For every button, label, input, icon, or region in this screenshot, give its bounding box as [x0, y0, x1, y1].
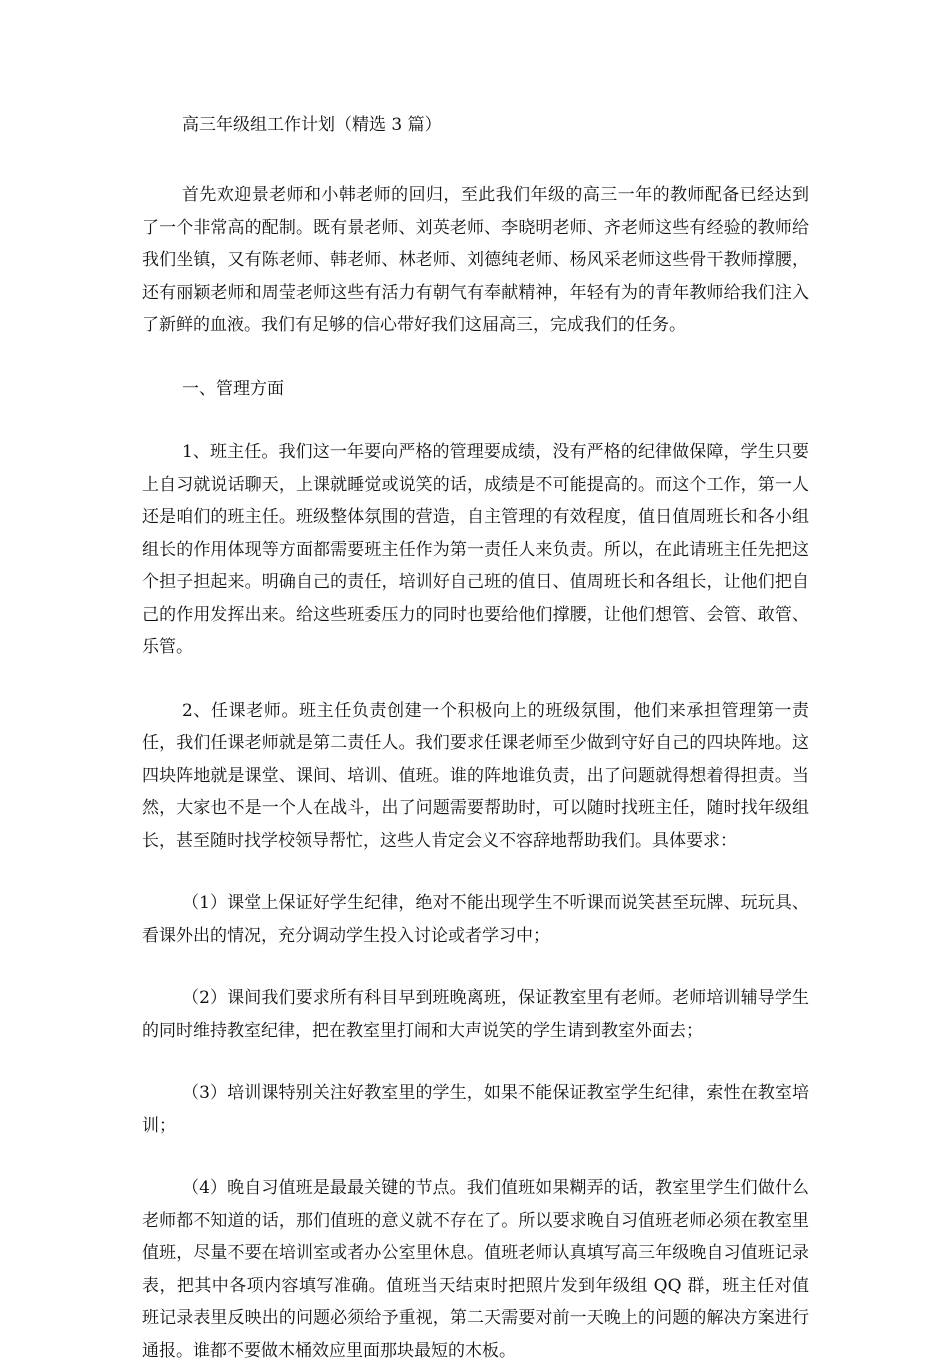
item-subject-teacher: 2、任课老师。班主任负责创建一个积极向上的班级氛围，他们来承担管理第一责任，我们任课老师就是第二责任人。我们要求任课老师至少做到守好自己的四块阵地。这四块阵地就是课堂、课间、培训、值班。谁的阵地谁负责，出了问题就得想着得担责。当然，大家也不是一个人在战斗，出了问题需要帮助时，可以随时找班主任，随时找年级组长，甚至随时找学校领导帮忙，这些人肯定会义不容辞地帮助我们。具体要求：: [142, 700, 809, 851]
spacer: [142, 1142, 809, 1172]
section-heading: 一、管理方面: [182, 378, 284, 399]
requirement-evening-duty: （4）晚自习值班是最最关键的节点。我们值班如果糊弄的话，教室里学生们做什么老师都不知道的话，那们值班的意义就不存在了。所以要求晚自习值班老师必须在教室里值班，尽量不要在培训室或者办公室里休息。值班老师认真填写高三年级晚自习值班记录表，把其中各项内容填写准确。值班当天结束时把照片发到年级组 QQ 群，班主任对值班记录表里反映出的问题必须给予重视，第二天需要对前一天晚上的问题的解决方案进行通报。谁都不要做木桶效应里面那块最短的木板。: [142, 1178, 809, 1361]
document-title: 高三年级组工作计划（精选 3 篇）: [182, 115, 442, 135]
requirement-break: （2）课间我们要求所有科目早到班晚离班，保证教室里有老师。老师培训辅导学生的同时维持教室纪律，把在教室里打闹和大声说笑的学生请到教室外面去；: [142, 988, 809, 1041]
item-homeroom-teacher: 1、班主任。我们这一年要向严格的管理要成绩，没有严格的纪律做保障，学生只要上自习就说话聊天，上课就睡觉或说笑的话，成绩是不可能提高的。而这个工作，第一人还是咱们的班主任。班级整体氛围的营造，自主管理的有效程度，值日值周班长和各小组组长的作用体现等方面都需要班主任作为第一责任人来负责。所以，在此请班主任先把这个担子担起来。明确自己的责任，培训好自己班的值日、值周班长和各组长，让他们把自己的作用发挥出来。给这些班委压力的同时也要给他们撑腰，让他们想管、会管、敢管、乐管。: [142, 442, 809, 657]
spacer: [142, 857, 809, 887]
requirement-training: （3）培训课特别关注好教室里的学生，如果不能保证教室学生纪律，索性在教室培训；: [142, 1083, 809, 1136]
spacer: [142, 1047, 809, 1077]
spacer: [142, 142, 809, 179]
document-page: [142, 108, 809, 1367]
spacer: [142, 952, 809, 982]
spacer: [142, 342, 809, 373]
spacer: [142, 405, 809, 436]
intro-paragraph: 首先欢迎景老师和小韩老师的回归，至此我们年级的高三一年的教师配备已经达到了一个非常高的配制。既有景老师、刘英老师、李晓明老师、齐老师这些有经验的教师给我们坐镇，又有陈老师、韩老师、林老师、刘德纯老师、杨风采老师这些骨干教师撑腰，还有丽颖老师和周莹老师这些有活力有朝气有奉献精神，年轻有为的青年教师给我们注入了新鲜的血液。我们有足够的信心带好我们这届高三，完成我们的任务。: [142, 185, 809, 335]
spacer: [142, 664, 809, 695]
requirement-classroom: （1）课堂上保证好学生纪律，绝对不能出现学生不听课而说笑甚至玩牌、玩玩具、看课外出的情况，充分调动学生投入讨论或者学习中；: [142, 893, 809, 946]
